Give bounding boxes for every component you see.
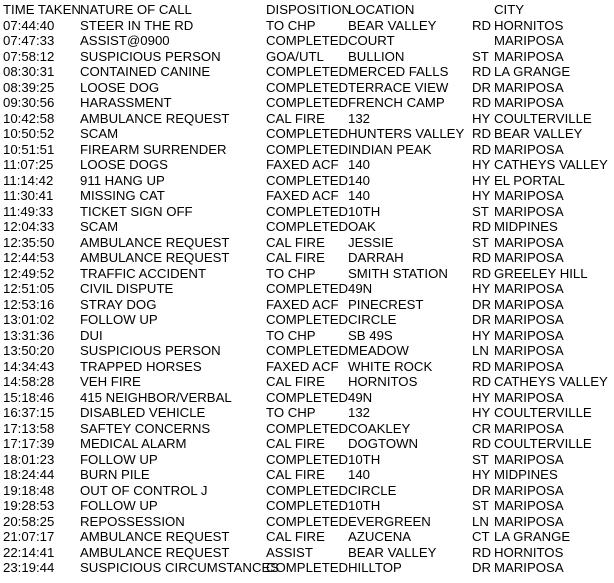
cell-street-suffix: HY [472, 157, 491, 172]
cell-city: MIDPINES [494, 219, 558, 234]
cell-time-taken: 10:42:58 [3, 110, 55, 126]
call-log-table [3, 2, 614, 576]
table-row [3, 359, 614, 375]
cell-nature-of-call: TRAFFIC ACCIDENT [80, 265, 207, 281]
cell-disposition: FAXED ACF [266, 296, 339, 312]
cell-disposition: COMPLETED [266, 343, 349, 358]
cell-nature-of-call: LOOSE DOG [80, 79, 160, 95]
header-street-suffix [472, 2, 494, 18]
cell-nature-of-call: 911 HANG UP [80, 172, 165, 188]
cell-time-taken: 22:14:41 [3, 544, 55, 560]
cell-nature-of-call: FOLLOW UP [80, 312, 158, 327]
cell-location: COAKLEY [348, 420, 411, 436]
table-row [3, 33, 614, 49]
cell-location: EVERGREEN [348, 513, 431, 529]
table-row [3, 64, 614, 80]
cell-disposition: COMPLETED [266, 482, 349, 498]
table-row [3, 219, 614, 235]
cell-street-suffix: HY [472, 389, 491, 405]
cell-city: LA GRANGE [494, 64, 571, 79]
cell-city: MARIPOSA [494, 420, 564, 436]
cell-street-suffix: RD [472, 358, 492, 374]
cell-nature-of-call: SCAM [80, 219, 119, 234]
table-row [3, 111, 614, 127]
cell-time-taken: 16:37:15 [3, 405, 55, 420]
cell-time-taken: 17:17:39 [3, 436, 55, 451]
cell-location: SB 49S [348, 327, 393, 343]
header-city: CITY [494, 2, 525, 17]
cell-location: DARRAH [348, 250, 404, 265]
table-row [3, 405, 614, 421]
cell-street-suffix: ST [472, 451, 489, 467]
table-row [3, 328, 614, 344]
cell-nature-of-call: CONTAINED CANINE [80, 64, 211, 79]
cell-time-taken: 18:24:44 [3, 467, 55, 482]
cell-location: MEADOW [348, 343, 409, 358]
cell-nature-of-call: HARASSMENT [80, 95, 172, 110]
cell-street-suffix: HY [472, 188, 491, 203]
cell-location: FRENCH CAMP [348, 95, 445, 110]
header-location: LOCATION [348, 2, 415, 17]
cell-city: HORNITOS [494, 544, 564, 560]
cell-location: DOGTOWN [348, 436, 419, 451]
cell-nature-of-call: SAFTEY CONCERNS [80, 420, 211, 436]
cell-city: MARIPOSA [494, 188, 564, 203]
cell-nature-of-call: STRAY DOG [80, 296, 157, 312]
cell-street-suffix: RD [472, 95, 492, 110]
cell-city: MARIPOSA [494, 513, 564, 529]
cell-location: HUNTERS VALLEY [348, 126, 465, 141]
cell-time-taken: 12:04:33 [3, 219, 55, 234]
table-row [3, 421, 614, 437]
table-row [3, 266, 614, 282]
cell-disposition: COMPLETED [266, 172, 349, 188]
cell-disposition: COMPLETED [266, 420, 349, 436]
cell-city: MARIPOSA [494, 234, 564, 250]
cell-disposition: FAXED ACF [266, 157, 339, 172]
header-disposition: DISPOSITION [266, 2, 351, 17]
cell-disposition: COMPLETED [266, 312, 349, 327]
cell-street-suffix: RD [472, 219, 492, 234]
cell-city: MARIPOSA [494, 389, 564, 405]
cell-nature-of-call: FIREARM SURRENDER [80, 141, 227, 157]
cell-time-taken: 12:44:53 [3, 250, 55, 265]
cell-city: EL PORTAL [494, 172, 565, 188]
cell-disposition: COMPLETED [266, 513, 349, 529]
cell-street-suffix: DR [472, 296, 492, 312]
cell-city: HORNITOS [494, 17, 564, 33]
cell-city: MARIPOSA [494, 560, 564, 575]
table-row [3, 452, 614, 468]
cell-street-suffix: DR [472, 560, 492, 575]
cell-location: 49N [348, 281, 373, 296]
cell-street-suffix: RD [472, 17, 492, 33]
cell-street-suffix: HY [472, 405, 491, 420]
cell-location: WHITE ROCK [348, 358, 433, 374]
cell-location: 49N [348, 389, 373, 405]
cell-time-taken: 09:30:56 [3, 95, 55, 110]
cell-disposition: COMPLETED [266, 33, 349, 48]
cell-street-suffix: ST [472, 48, 489, 64]
cell-city: MARIPOSA [494, 203, 564, 219]
cell-street-suffix: LN [472, 513, 489, 529]
cell-nature-of-call: SUSPICIOUS CIRCUMSTANCES [80, 560, 280, 575]
cell-location: 10TH [348, 451, 381, 467]
cell-location: 10TH [348, 203, 381, 219]
table-row [3, 390, 614, 406]
cell-time-taken: 19:18:48 [3, 482, 55, 498]
cell-location: BEAR VALLEY [348, 17, 437, 33]
cell-location: BEAR VALLEY [348, 544, 437, 560]
cell-city: MARIPOSA [494, 33, 564, 48]
table-row [3, 204, 614, 220]
cell-location: 140 [348, 188, 371, 203]
cell-disposition: COMPLETED [266, 560, 349, 575]
cell-city: MARIPOSA [494, 327, 564, 343]
cell-nature-of-call: REPOSSESSION [80, 513, 185, 529]
cell-nature-of-call: FOLLOW UP [80, 498, 158, 513]
cell-disposition: COMPLETED [266, 141, 349, 157]
cell-street-suffix: RD [472, 374, 492, 389]
table-row [3, 312, 614, 328]
cell-time-taken: 12:53:16 [3, 296, 55, 312]
cell-street-suffix: DR [472, 79, 492, 95]
cell-time-taken: 11:14:42 [3, 172, 54, 188]
cell-city: MARIPOSA [494, 250, 564, 265]
cell-nature-of-call: AMBULANCE REQUEST [80, 529, 230, 544]
cell-street-suffix: RD [472, 544, 492, 560]
cell-nature-of-call: 415 NEIGHBOR/VERBAL [80, 389, 232, 405]
call-log-body [3, 18, 614, 576]
cell-location: JESSIE [348, 234, 394, 250]
table-row [3, 483, 614, 499]
cell-disposition: CAL FIRE [266, 436, 325, 451]
cell-time-taken: 21:07:17 [3, 529, 55, 544]
cell-time-taken: 13:01:02 [3, 312, 55, 327]
cell-disposition: TO CHP [266, 17, 316, 33]
cell-street-suffix: RD [472, 64, 492, 79]
table-row [3, 49, 614, 65]
cell-nature-of-call: LOOSE DOGS [80, 157, 168, 172]
cell-street-suffix: ST [472, 203, 489, 219]
cell-nature-of-call: OUT OF CONTROL J [80, 482, 208, 498]
cell-time-taken: 12:35:50 [3, 234, 55, 250]
table-row [3, 173, 614, 189]
cell-nature-of-call: CIVIL DISPUTE [80, 281, 174, 296]
cell-location: CIRCLE [348, 312, 397, 327]
cell-time-taken: 13:31:36 [3, 327, 55, 343]
cell-location: COURT [348, 33, 395, 48]
cell-disposition: CAL FIRE [266, 234, 325, 250]
cell-location: 140 [348, 172, 371, 188]
cell-nature-of-call: SUSPICIOUS PERSON [80, 48, 221, 64]
cell-time-taken: 07:58:12 [3, 48, 55, 64]
table-row [3, 436, 614, 452]
cell-street-suffix: RD [472, 126, 492, 141]
cell-location: OAK [348, 219, 376, 234]
cell-location: MERCED FALLS [348, 64, 449, 79]
cell-time-taken: 23:19:44 [3, 560, 55, 575]
cell-nature-of-call: SUSPICIOUS PERSON [80, 343, 221, 358]
cell-disposition: COMPLETED [266, 281, 349, 296]
cell-time-taken: 07:47:33 [3, 33, 55, 48]
cell-city: MARIPOSA [494, 95, 564, 110]
cell-nature-of-call: MEDICAL ALARM [80, 436, 187, 451]
cell-time-taken: 07:44:40 [3, 17, 55, 33]
cell-time-taken: 19:28:53 [3, 498, 55, 513]
cell-location: BULLION [348, 48, 405, 64]
cell-disposition: COMPLETED [266, 126, 349, 141]
cell-city: MIDPINES [494, 467, 558, 482]
cell-disposition: FAXED ACF [266, 358, 339, 374]
cell-time-taken: 15:18:46 [3, 389, 55, 405]
cell-street-suffix: HY [472, 110, 491, 126]
cell-street-suffix: HY [472, 467, 491, 482]
cell-time-taken: 14:58:28 [3, 374, 55, 389]
cell-location: 132 [348, 405, 371, 420]
table-row [3, 529, 614, 545]
cell-city: MARIPOSA [494, 141, 564, 157]
cell-disposition: CAL FIRE [266, 467, 325, 482]
table-row [3, 281, 614, 297]
cell-location: HORNITOS [348, 374, 418, 389]
table-row [3, 18, 614, 34]
cell-nature-of-call: ASSIST@0900 [80, 33, 170, 48]
cell-disposition: TO CHP [266, 327, 316, 343]
cell-time-taken: 11:49:33 [3, 203, 54, 219]
cell-city: MARIPOSA [494, 79, 564, 95]
table-row [3, 157, 614, 173]
cell-nature-of-call: TICKET SIGN OFF [80, 203, 193, 219]
cell-disposition: ASSIST [266, 544, 313, 560]
cell-disposition: COMPLETED [266, 219, 349, 234]
header-time-taken: TIME TAKEN [3, 2, 81, 17]
table-row [3, 250, 614, 266]
cell-time-taken: 13:50:20 [3, 343, 55, 358]
cell-disposition: COMPLETED [266, 95, 349, 110]
cell-street-suffix: HY [472, 281, 491, 296]
cell-disposition: FAXED ACF [266, 188, 339, 203]
cell-time-taken: 12:49:52 [3, 265, 55, 281]
table-row [3, 126, 614, 142]
cell-city: CATHEYS VALLEY [494, 374, 608, 389]
cell-street-suffix: RD [472, 265, 492, 281]
cell-location: SMITH STATION [348, 265, 448, 281]
table-row [3, 514, 614, 530]
table-row [3, 188, 614, 204]
cell-time-taken: 12:51:05 [3, 281, 55, 296]
table-row [3, 467, 614, 483]
cell-time-taken: 18:01:23 [3, 451, 55, 467]
cell-city: MARIPOSA [494, 343, 564, 358]
table-row [3, 235, 614, 251]
cell-street-suffix: HY [472, 172, 491, 188]
cell-city: MARIPOSA [494, 281, 564, 296]
cell-nature-of-call: FOLLOW UP [80, 451, 158, 467]
cell-street-suffix: DR [472, 482, 492, 498]
cell-location: HILLTOP [348, 560, 402, 575]
cell-location: PINECREST [348, 296, 424, 312]
cell-time-taken: 20:58:25 [3, 513, 55, 529]
cell-nature-of-call: AMBULANCE REQUEST [80, 250, 230, 265]
cell-city: MARIPOSA [494, 451, 564, 467]
cell-disposition: CAL FIRE [266, 250, 325, 265]
cell-location: CIRCLE [348, 482, 397, 498]
cell-location: 140 [348, 467, 371, 482]
cell-nature-of-call: AMBULANCE REQUEST [80, 110, 230, 126]
table-row [3, 545, 614, 561]
cell-disposition: COMPLETED [266, 79, 349, 95]
cell-city: MARIPOSA [494, 358, 564, 374]
cell-nature-of-call: STEER IN THE RD [80, 17, 194, 33]
header-row [3, 2, 614, 18]
cell-street-suffix: CR [472, 420, 492, 436]
cell-city: LA GRANGE [494, 529, 571, 544]
cell-time-taken: 10:50:52 [3, 126, 55, 141]
cell-street-suffix: RD [472, 250, 492, 265]
cell-street-suffix: ST [472, 234, 489, 250]
cell-nature-of-call: VEH FIRE [80, 374, 141, 389]
table-row [3, 95, 614, 111]
table-row [3, 297, 614, 313]
cell-disposition: CAL FIRE [266, 529, 325, 544]
cell-disposition: CAL FIRE [266, 374, 325, 389]
cell-street-suffix: RD [472, 436, 492, 451]
cell-city: MARIPOSA [494, 498, 564, 513]
cell-street-suffix: LN [472, 343, 489, 358]
table-row [3, 374, 614, 390]
cell-nature-of-call: SCAM [80, 126, 119, 141]
cell-disposition: COMPLETED [266, 498, 349, 513]
cell-disposition: GOA/UTL [266, 48, 324, 64]
cell-time-taken: 14:34:43 [3, 358, 55, 374]
table-row [3, 343, 614, 359]
cell-street-suffix: RD [472, 141, 492, 157]
cell-disposition: COMPLETED [266, 203, 349, 219]
cell-disposition: TO CHP [266, 265, 316, 281]
cell-city: GREELEY HILL [494, 265, 588, 281]
cell-location: TERRACE VIEW [348, 79, 449, 95]
cell-disposition: TO CHP [266, 405, 316, 420]
cell-disposition: COMPLETED [266, 64, 349, 79]
cell-city: COULTERVILLE [494, 110, 592, 126]
cell-nature-of-call: AMBULANCE REQUEST [80, 544, 230, 560]
cell-disposition: COMPLETED [266, 389, 349, 405]
table-row [3, 560, 614, 576]
cell-nature-of-call: TRAPPED HORSES [80, 358, 202, 374]
cell-location: 132 [348, 110, 371, 126]
cell-time-taken: 11:07:25 [3, 157, 54, 172]
cell-time-taken: 17:13:58 [3, 420, 55, 436]
cell-city: COULTERVILLE [494, 436, 592, 451]
cell-nature-of-call: MISSING CAT [80, 188, 165, 203]
cell-nature-of-call: AMBULANCE REQUEST [80, 234, 230, 250]
cell-location: AZUCENA [348, 529, 412, 544]
cell-city: COULTERVILLE [494, 405, 592, 420]
cell-location: 10TH [348, 498, 381, 513]
cell-time-taken: 10:51:51 [3, 141, 55, 157]
cell-time-taken: 08:30:31 [3, 64, 55, 79]
cell-city: CATHEYS VALLEY [494, 157, 608, 172]
cell-city: MARIPOSA [494, 482, 564, 498]
header-nature-of-call: NATURE OF CALL [80, 2, 192, 17]
cell-city: MARIPOSA [494, 48, 564, 64]
cell-nature-of-call: DUI [80, 327, 103, 343]
cell-location: INDIAN PEAK [348, 141, 432, 157]
cell-city: MARIPOSA [494, 312, 564, 327]
cell-street-suffix: ST [472, 498, 489, 513]
table-row [3, 498, 614, 514]
table-row [3, 80, 614, 96]
cell-street-suffix [472, 33, 494, 49]
cell-city: MARIPOSA [494, 296, 564, 312]
cell-city: BEAR VALLEY [494, 126, 583, 141]
cell-disposition: COMPLETED [266, 451, 349, 467]
cell-time-taken: 11:30:41 [3, 188, 54, 203]
table-row [3, 142, 614, 158]
cell-disposition: CAL FIRE [266, 110, 325, 126]
cell-location: 140 [348, 157, 371, 172]
cell-nature-of-call: BURN PILE [80, 467, 150, 482]
cell-nature-of-call: DISABLED VEHICLE [80, 405, 206, 420]
cell-street-suffix: CT [472, 529, 490, 544]
cell-street-suffix: DR [472, 312, 492, 327]
cell-time-taken: 08:39:25 [3, 79, 55, 95]
cell-street-suffix: HY [472, 327, 491, 343]
